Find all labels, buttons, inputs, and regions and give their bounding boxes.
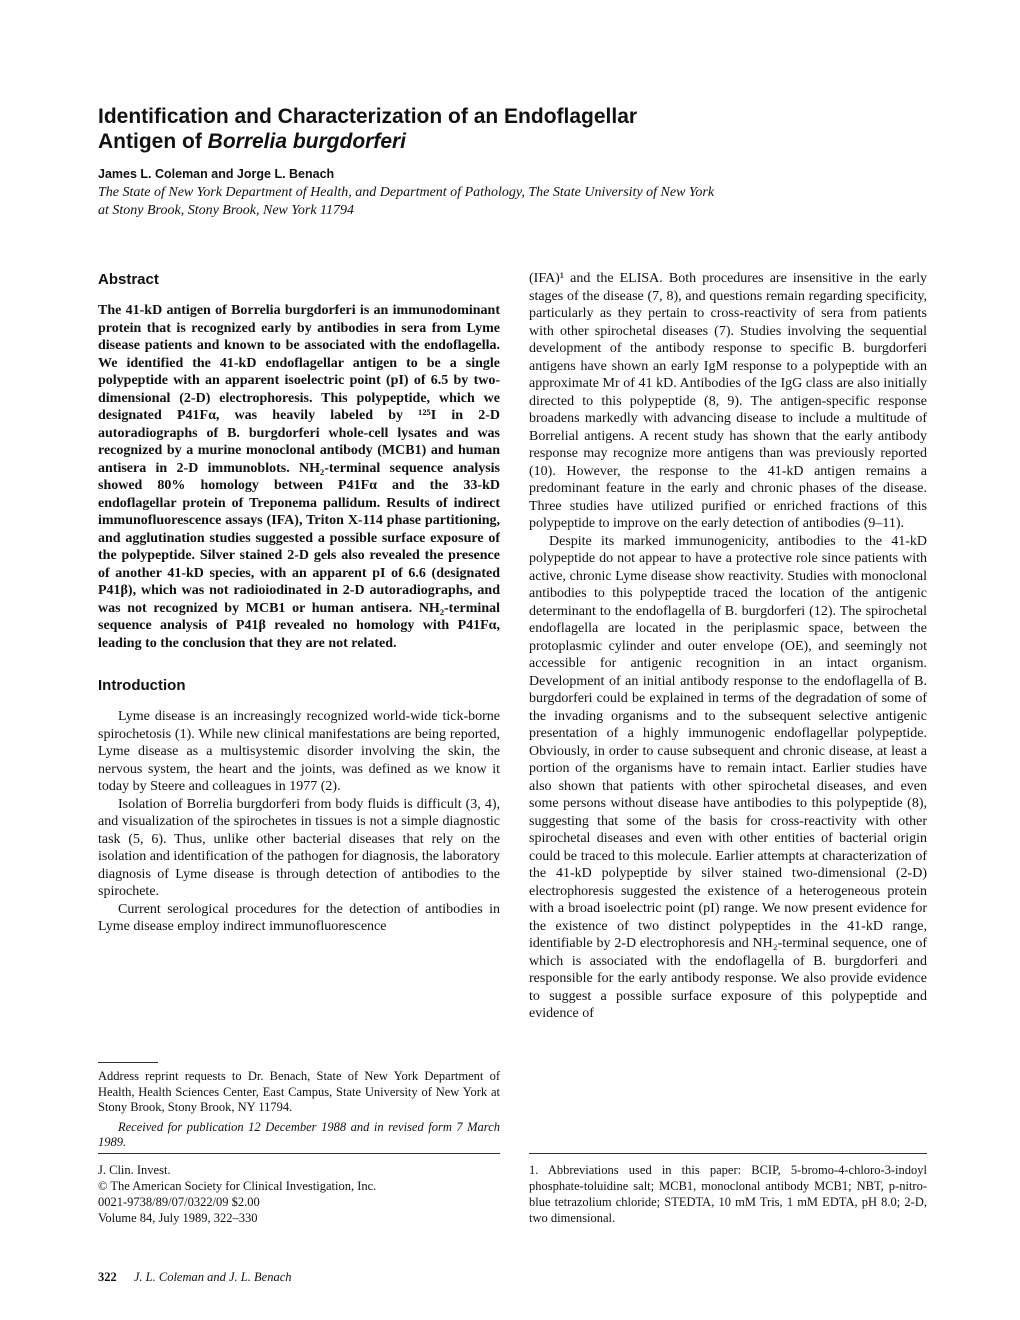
- introduction-body: [98, 708, 500, 936]
- received-dates: Received for publication 12 December 1988 and in revised form 7 March 1989.: [98, 1119, 500, 1149]
- copyright: © The American Society for Clinical Investigation, Inc.: [98, 1179, 377, 1193]
- affiliation-line-2: at Stony Brook, Stony Brook, New York 11794: [98, 203, 354, 218]
- introduction-heading: Introduction: [98, 677, 186, 694]
- abbreviations-footnote: 1. Abbreviations used in this paper: BCIP, 5-bromo-4-chloro-3-indoyl phosphate-toluidine salt; MCB1, monoclonal antibody MCB1; NBT, p-nitro-blue tetrazolium chloride; STEDTA, 10 mM Tris, 1 mM EDTA, pH 8.0; 2-D, two dimensional.: [529, 1163, 927, 1225]
- abstract-heading: Abstract: [98, 271, 159, 288]
- journal-name: J. Clin. Invest.: [98, 1163, 171, 1177]
- title-prefix: Antigen of: [98, 130, 208, 153]
- left-column: [98, 270, 500, 936]
- page-footer: [98, 1270, 292, 1285]
- body-paragraph: Despite its marked immunogenicity, antibodies to the 41-kD polypeptide do not appear to have a protective role since patients with active, chronic Lyme disease show reactivity. Studies with monoclonal antibodies to this polypeptide traced the location of the antigenic determinant to the endoflagella of B. burgdorferi (12). The spirochetal endoflagella are located in the periplasmic space, between the protoplasmic cylinder and outer envelope (OE), and seemingly not accessible for antigenic recognition in an intact organism. Development of an initial antibody response to the endoflagella of B. burgdorferi could be explained in terms of the degradation of some of the invading organisms and to the subsequent selective antigenic presentation of a highly immunogenic endoflagellar polypeptide. Obviously, in order to cause subsequent and chronic disease, at least a portion of the organisms have to remain intact. Earlier studies have also shown that patients with other spirochetal diseases, and even some persons without disease have antibodies to this polypeptide (8), suggesting that some of the basis for cross-reactivity with other spirochetal diseases and even with other entities of bacterial origin could be traced to this molecule. Earlier attempts at characterization of the 41-kD polypeptide by silver stained two-dimensional (2-D) electrophoresis suggested the existence of a heterogeneous protein with a broad isoelectric point (pI) range. We now present evidence for the existence of two distinct polypeptides in the 41-kD range, identifiable by 2-D electrophoresis and NH₂-terminal sequence, one of which is associated with the endoflagella of B. burgdorferi and responsible for the early antibody response. We also provide evidence to suggest a possible surface exposure of this polypeptide and evidence of: [529, 533, 927, 1021]
- affiliation-line-1: The State of New York Department of Health, and Department of Pathology, The State University of New York: [98, 185, 715, 200]
- affiliation: [98, 184, 798, 220]
- title-species: Borrelia burgdorferi: [207, 130, 407, 153]
- intro-paragraph: Current serological procedures for the detection of antibodies in Lyme disease employ indirect immunofluorescence: [98, 901, 500, 934]
- title-line-2: [98, 129, 818, 154]
- footnote-rule: [98, 1062, 158, 1063]
- authors: James L. Coleman and Jorge L. Benach: [98, 167, 335, 181]
- journal-info: [98, 1162, 500, 1226]
- right-column: [529, 270, 927, 1023]
- article-title: [98, 104, 818, 154]
- reprint-footnote: [98, 1062, 500, 1151]
- title-line-1: Identification and Characterization of an Endoflagellar: [98, 105, 638, 128]
- intro-paragraph: Isolation of Borrelia burgdorferi from body fluids is difficult (3, 4), and visualization of the spirochetes in tissues is not a simple diagnostic task (5, 6). Thus, unlike other bacterial diseases that rely on the isolation and identification of the pathogen for diagnosis, the laboratory diagnosis of Lyme disease is through detection of antibodies to the spirochete.: [98, 796, 501, 899]
- body-paragraph: (IFA)¹ and the ELISA. Both procedures are insensitive in the early stages of the disease (7, 8), and questions remain regarding specificity, particularly as they pertain to cross-reactivity of sera from patients with other spirochetal diseases (7). Studies involving the sequential development of the antibody response to specific B. burgdorferi antigens have shown an early IgM response to a polypeptide with an approximate Mr of 41 kD. Antibodies of the IgG class are also initially directed to this polypeptide (8, 9). The antigen-specific response broadens markedly with advancing disease to include a multitude of Borrelial antigens. A recent study has shown that the early antibody response may recognize more antigens than was previously reported (10). However, the response to the 41-kD antigen remains a predominant feature in the early and chronic phases of the disease. Three studies have utilized purified or enriched fractions of this polypeptide to improve on the early detection of antibodies (9–11).: [529, 271, 927, 531]
- abbreviations-rule: [529, 1153, 927, 1154]
- running-head: J. L. Coleman and J. L. Benach: [133, 1270, 292, 1284]
- journal-code: 0021-9738/89/07/0322/09 $2.00: [98, 1195, 260, 1209]
- journal-volume: Volume 84, July 1989, 322–330: [98, 1211, 258, 1225]
- journal-rule: [98, 1153, 500, 1154]
- reprint-request: Address reprint requests to Dr. Benach, State of New York Department of Health, Health Sciences Center, East Campus, State University of New York at Stony Brook, Stony Brook, NY 11794.: [98, 1069, 500, 1114]
- abstract-text: The 41-kD antigen of Borrelia burgdorferi is an immunodominant protein that is recognized early by antibodies in sera from Lyme disease patients and known to be associated with the endoflagella. We identified the 41-kD endoflagellar antigen to be a single polypeptide with an apparent isoelectric point (pI) of 6.5 by two-dimensional (2-D) electrophoresis. This polypeptide, which we designated P41Fα, was heavily labeled by ¹²⁵I in 2-D autoradiographs of B. burgdorferi whole-cell lysates and was recognized by a murine monoclonal antibody (MCB1) and human antisera in 2-D immunoblots. NH₂-terminal sequence analysis showed 80% homology between P41Fα and the 33-kD endoflagellar protein of Treponema pallidum. Results of indirect immunofluorescence assays (IFA), Triton X-114 phase partitioning, and agglutination studies suggested a possible surface exposure of the polypeptide. Silver stained 2-D gels also revealed the presence of another 41-kD species, with an apparent pI of 6.6 (designated P41β), which was not radioiodinated in 2-D autoradiographs, and was not recognized by MCB1 or human antisera. NH₂-terminal sequence analysis of P41β revealed no homology with P41Fα, leading to the conclusion that they are not related.: [98, 303, 500, 651]
- page-number: 322: [98, 1270, 117, 1284]
- intro-paragraph: Lyme disease is an increasingly recognized world-wide tick-borne spirochetosis (1). While new clinical manifestations are being reported, Lyme disease as a multisystemic disorder involving the skin, the nervous system, the heart and the joints, was defined as we know it today by Steere and colleagues in 1977 (2).: [98, 709, 500, 794]
